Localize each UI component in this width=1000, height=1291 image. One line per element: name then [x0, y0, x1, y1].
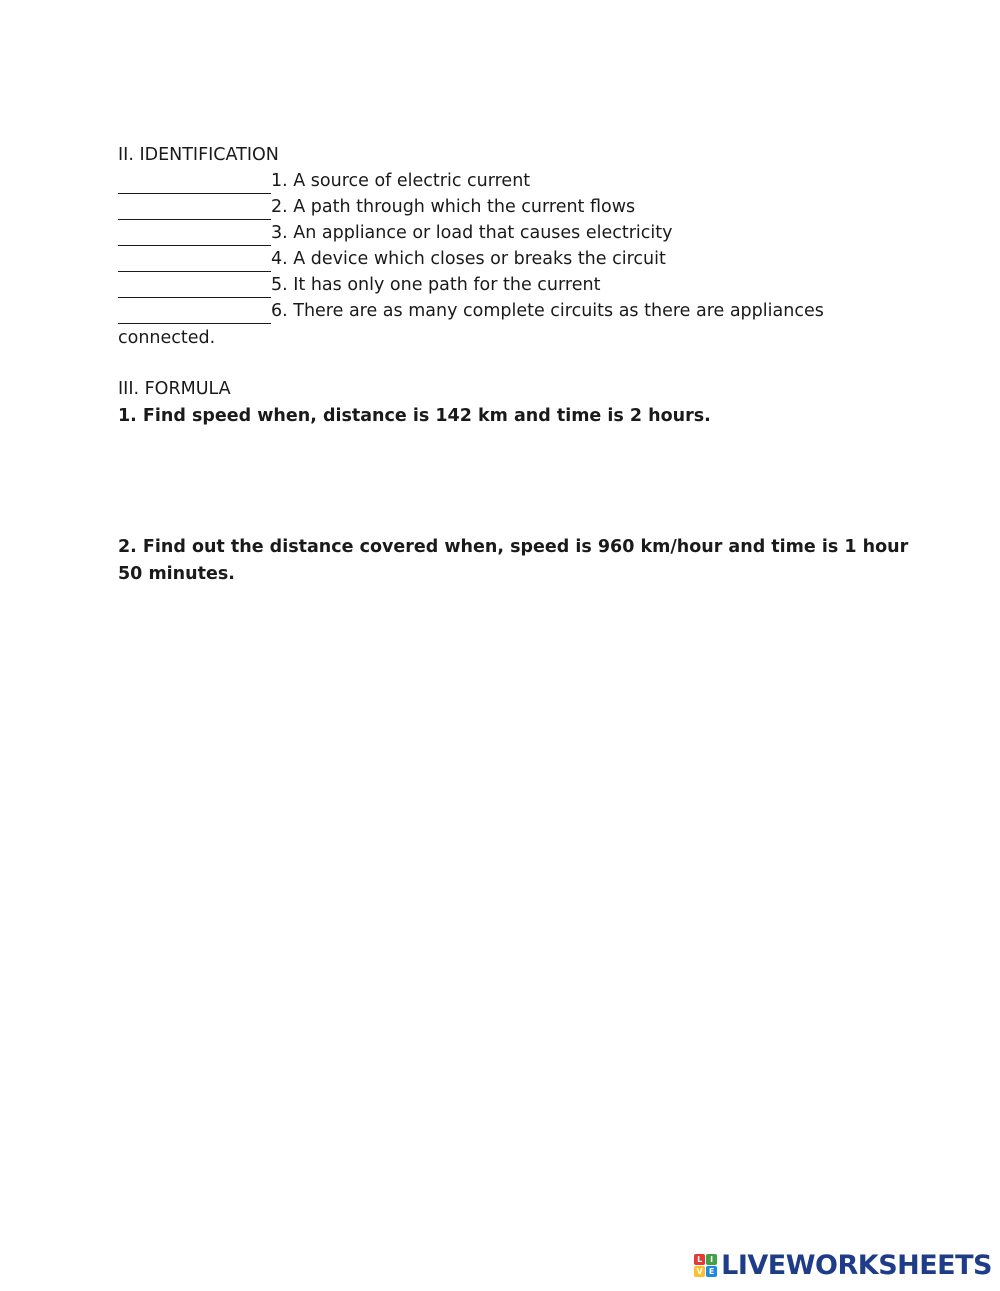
identification-item-text: 2. A path through which the current flows [271, 197, 636, 217]
logo-text: LIVEWORKSHEETS [721, 1249, 992, 1281]
identification-item-text: 1. A source of electric current [271, 171, 531, 191]
formula-question-1: 1. Find speed when, distance is 142 km and time is 2 hours. [118, 406, 711, 426]
liveworksheets-logo [694, 1245, 992, 1285]
answer-blank-5[interactable] [118, 277, 271, 298]
logo-block: L [694, 1254, 705, 1265]
identification-item-text: 5. It has only one path for the current [271, 275, 601, 295]
logo-block: V [694, 1266, 705, 1277]
logo-block: I [706, 1254, 717, 1265]
identification-item-text: 3. An appliance or load that causes electricity [271, 223, 673, 243]
identification-item-2 [118, 194, 635, 220]
answer-blank-4[interactable] [118, 251, 271, 272]
formula-answer-2[interactable] [118, 600, 862, 724]
formula-heading: III. FORMULA [118, 379, 231, 399]
logo-block: E [706, 1266, 717, 1277]
answer-blank-6[interactable] [118, 303, 271, 324]
answer-blank-2[interactable] [118, 199, 271, 220]
identification-heading: II. IDENTIFICATION [118, 145, 279, 165]
formula-answer-1[interactable] [118, 440, 862, 524]
identification-item-5 [118, 272, 600, 298]
answer-blank-3[interactable] [118, 225, 271, 246]
identification-item-6-continuation: connected. [118, 328, 216, 348]
identification-item-1 [118, 168, 530, 194]
answer-blank-1[interactable] [118, 173, 271, 194]
identification-item-text: 4. A device which closes or breaks the circuit [271, 249, 666, 269]
logo-blocks-icon [694, 1254, 717, 1277]
identification-item-6 [118, 298, 824, 324]
identification-item-4 [118, 246, 666, 272]
identification-item-text: 6. There are as many complete circuits as there are appliances [271, 301, 824, 321]
identification-item-3 [118, 220, 672, 246]
formula-question-2-line-1: 2. Find out the distance covered when, speed is 960 km/hour and time is 1 hour [118, 537, 909, 557]
formula-question-2-line-2: 50 minutes. [118, 564, 235, 584]
